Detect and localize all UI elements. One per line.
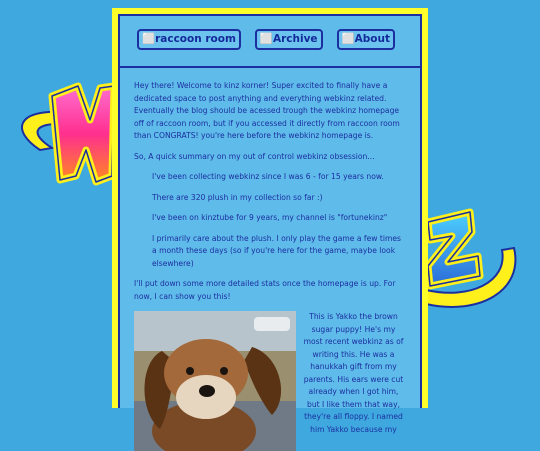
summary-paragraph: So, A quick summary on my out of control webkinz obsession... xyxy=(134,151,375,161)
fact-item: I primarily care about the plush. I only play the game a few times a month these days (so if you're here for the game, maybe look elsewhere) xyxy=(152,233,402,268)
broken-image-icon: ⬜ xyxy=(341,33,355,45)
top-nav xyxy=(120,16,420,68)
nav-raccoon-room-button[interactable] xyxy=(137,29,241,50)
fact-item: I've been on kinztube for 9 years, my channel is "fortunekinz" xyxy=(152,213,388,222)
broken-image-icon: ⬜ xyxy=(259,33,273,45)
fact-item: I've been collecting webkinz since I was 6 - for 15 years now. xyxy=(152,172,384,181)
yakko-description: This is Yakko the brown sugar puppy! He's my most recent webkinz as of writing this. He was a hanukkah gift from my parents. His ears were cut already when I got him, but I like them that way, they're all floppy. I named him Yakko because my xyxy=(303,312,404,434)
blog-panel xyxy=(118,14,422,434)
fact-item: There are 320 plush in my collection so far :) xyxy=(152,192,323,202)
nav-about-button[interactable] xyxy=(337,29,395,50)
puppy-plush-image xyxy=(134,311,296,451)
page-frame xyxy=(112,8,428,434)
nav-label: raccoon room xyxy=(155,33,236,45)
nav-label: About xyxy=(354,33,390,45)
nav-archive-button[interactable] xyxy=(255,29,323,50)
yakko-section xyxy=(134,311,405,451)
intro-paragraph: Hey there! Welcome to kinz korner! Super excited to finally have a dedicated space to post anything and everything webkinz related. Eventually the blog should be acessed trough the webkinz homepage off of raccoon room, but if you accessed it directly from raccoon room than CONGRATS! you're here before the webkinz homepage is. xyxy=(134,81,400,140)
blog-content xyxy=(120,68,420,451)
broken-image-icon: ⬜ xyxy=(142,33,156,45)
yakko-photo xyxy=(134,311,296,451)
nav-label: Archive xyxy=(272,33,318,45)
more-paragraph: I'll put down some more detailed stats once the homepage is up. For now, I can show you this! xyxy=(134,279,396,301)
